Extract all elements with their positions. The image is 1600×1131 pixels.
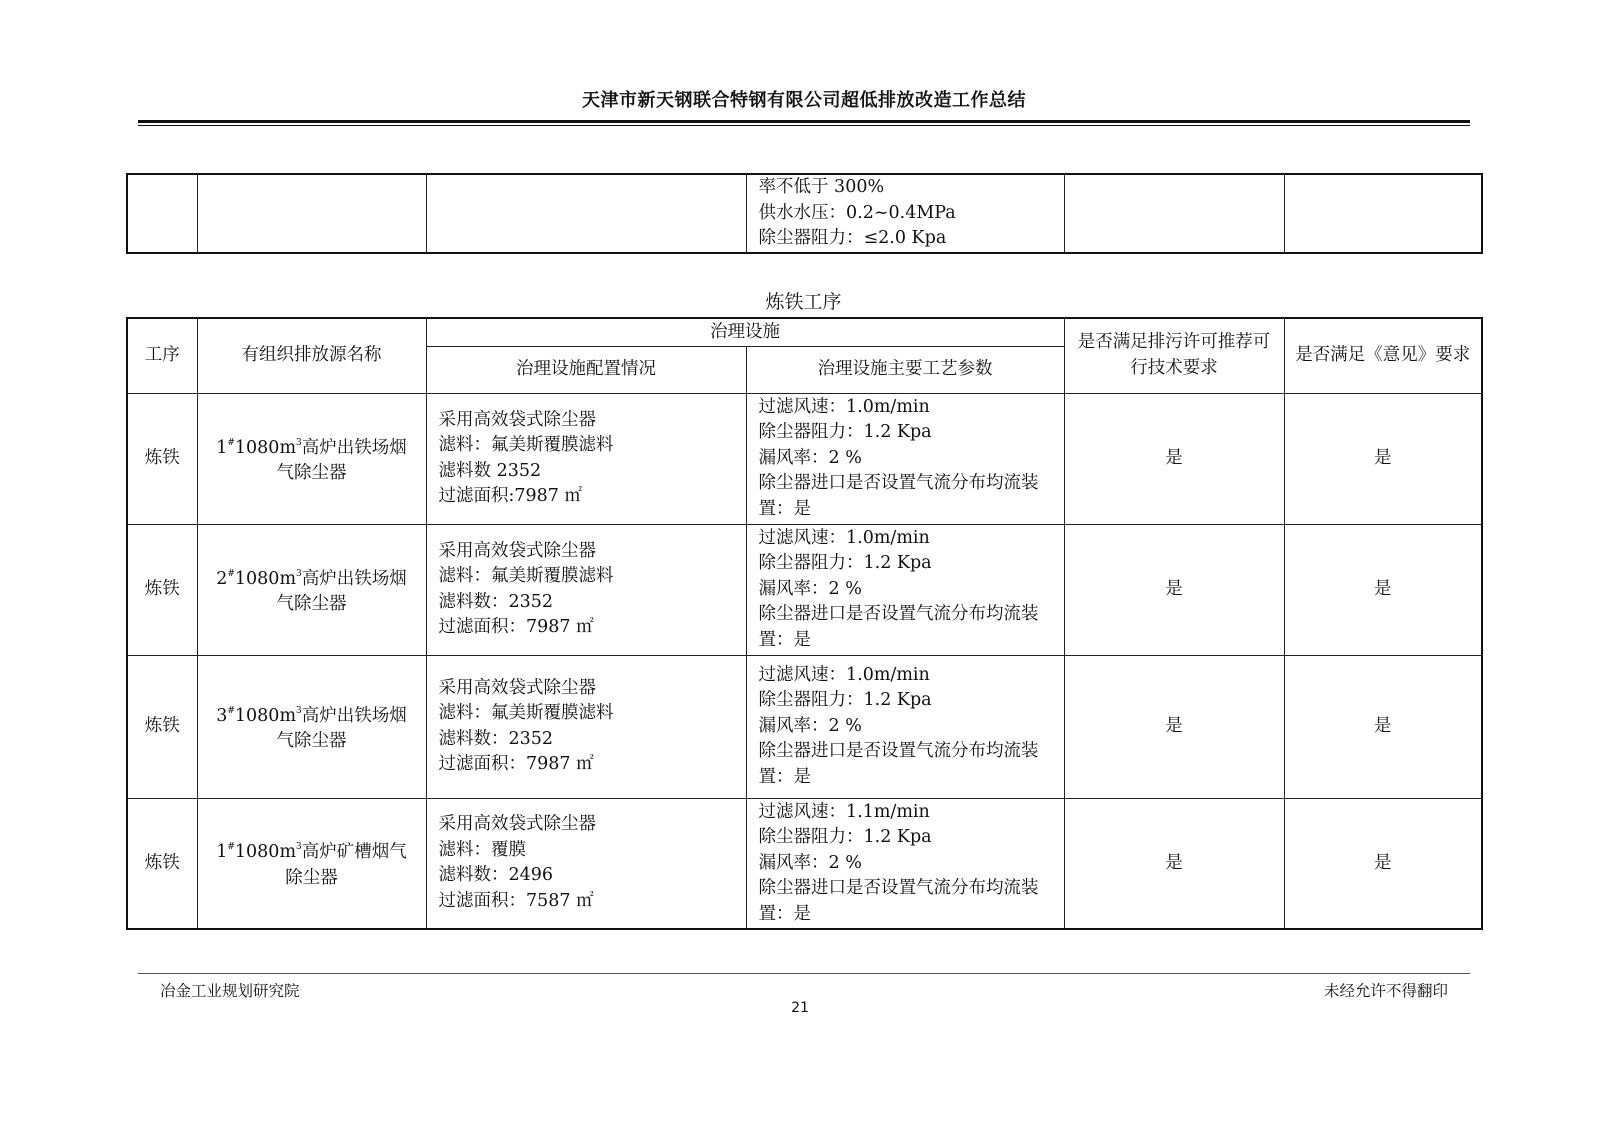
config-cell	[426, 798, 746, 929]
process-cell: 炼铁	[127, 798, 197, 929]
config-line: 采用高效袋式除尘器	[438, 409, 596, 430]
table-row	[127, 798, 1482, 929]
permit-cell: 是	[1064, 393, 1284, 524]
config-line: 滤料：覆膜	[438, 839, 526, 860]
config-line: 过滤面积：7987 ㎡	[438, 617, 594, 637]
source-name-cell	[197, 524, 426, 655]
param-line: 率不低于 300%	[758, 177, 885, 198]
param-line: 漏风率：2 %	[758, 578, 862, 599]
table-row	[127, 655, 1482, 798]
name-part: 1	[216, 842, 228, 863]
permit-cell: 是	[1064, 524, 1284, 655]
name-part: 1080m	[234, 568, 297, 589]
page-number: 21	[791, 1000, 809, 1016]
source-name-cell	[197, 655, 426, 798]
name-sup: #	[227, 437, 235, 448]
name-part: 1080m	[234, 842, 297, 863]
config-line: 滤料数：2352	[438, 591, 554, 612]
header-permit: 是否满足排污许可推荐可行技术要求	[1064, 318, 1284, 393]
params-cell	[746, 524, 1064, 655]
opinion-cell: 是	[1284, 655, 1482, 798]
param-line: 供水水压：0.2~0.4MPa	[758, 202, 956, 223]
cell-empty	[127, 174, 197, 253]
opinion-cell: 是	[1284, 798, 1482, 929]
footer-institute: 冶金工业规划研究院	[160, 982, 300, 1000]
config-line: 采用高效袋式除尘器	[438, 677, 596, 698]
name-sup: #	[227, 705, 235, 716]
name-sup: 3	[296, 568, 302, 579]
config-cell	[426, 655, 746, 798]
table-header-row	[127, 318, 1482, 346]
config-line: 滤料数：2496	[438, 865, 554, 886]
page-header-title: 天津市新天钢联合特钢有限公司超低排放改造工作总结	[582, 90, 1026, 111]
params-cell	[746, 798, 1064, 929]
name-part: 高炉出铁场烟气除尘器	[276, 437, 407, 483]
header-rule-thin	[138, 125, 1470, 126]
ironmaking-table	[126, 317, 1483, 930]
config-line: 滤料数 2352	[438, 460, 542, 481]
name-part: 2	[216, 568, 228, 589]
param-line: 除尘器阻力：≤2.0 Kpa	[758, 228, 947, 249]
name-sup: 3	[296, 437, 302, 448]
param-line: 过滤风速：1.0m/min	[758, 396, 930, 417]
param-line: 除尘器进口是否设置气流分布均流装置：是	[758, 878, 1039, 924]
process-cell: 炼铁	[127, 524, 197, 655]
name-part: 高炉出铁场烟气除尘器	[276, 705, 407, 751]
config-line: 采用高效袋式除尘器	[438, 814, 596, 835]
table-row	[127, 524, 1482, 655]
param-line: 除尘器阻力：1.2 Kpa	[758, 422, 932, 443]
param-line: 过滤风速：1.0m/min	[758, 664, 930, 685]
config-line: 过滤面积：7587 ㎡	[438, 890, 594, 911]
opinion-cell: 是	[1284, 524, 1482, 655]
param-line: 除尘器进口是否设置气流分布均流装置：是	[758, 604, 1039, 650]
process-cell: 炼铁	[127, 393, 197, 524]
name-sup: #	[227, 568, 235, 579]
config-line: 滤料：氟美斯覆膜滤料	[438, 435, 614, 455]
param-line: 除尘器进口是否设置气流分布均流装置：是	[758, 473, 1039, 519]
cell-empty	[426, 174, 746, 253]
table-row	[127, 393, 1482, 524]
name-part: 高炉矿槽烟气除尘器	[285, 842, 407, 888]
name-sup: 3	[296, 842, 302, 853]
header-config: 治理设施配置情况	[426, 346, 746, 393]
config-cell	[426, 393, 746, 524]
header-source: 有组织排放源名称	[197, 318, 426, 393]
name-part: 1080m	[234, 437, 297, 458]
config-line: 过滤面积：7987 ㎡	[438, 754, 594, 774]
continuation-table	[126, 173, 1483, 254]
param-line: 漏风率：2 %	[758, 715, 862, 736]
section-title: 炼铁工序	[765, 291, 842, 313]
config-cell	[426, 524, 746, 655]
continuation-row	[127, 174, 1482, 253]
param-line: 除尘器阻力：1.2 Kpa	[758, 553, 932, 574]
cell-empty	[1064, 174, 1284, 253]
process-cell: 炼铁	[127, 655, 197, 798]
name-part: 3	[216, 705, 228, 726]
cell-empty	[1284, 174, 1482, 253]
name-sup: 3	[296, 705, 302, 716]
param-line: 过滤风速：1.1m/min	[758, 801, 930, 822]
cell-empty	[197, 174, 426, 253]
permit-cell: 是	[1064, 655, 1284, 798]
param-line: 除尘器进口是否设置气流分布均流装置：是	[758, 741, 1039, 787]
param-line: 除尘器阻力：1.2 Kpa	[758, 690, 932, 711]
param-line: 漏风率：2 %	[758, 852, 862, 873]
name-part: 1080m	[234, 705, 297, 726]
permit-cell: 是	[1064, 798, 1284, 929]
params-cell	[746, 655, 1064, 798]
footer-copyright-notice: 未经允许不得翻印	[1323, 982, 1448, 1000]
header-process: 工序	[127, 318, 197, 393]
header-params: 治理设施主要工艺参数	[746, 346, 1064, 393]
config-line: 滤料：氟美斯覆膜滤料	[438, 703, 614, 723]
config-line: 过滤面积:7987 ㎡	[438, 486, 582, 506]
header-opinion: 是否满足《意见》要求	[1284, 318, 1482, 393]
continuation-params-cell	[746, 174, 1064, 253]
name-part: 高炉出铁场烟气除尘器	[276, 568, 407, 614]
header-rule-thick	[138, 120, 1470, 123]
name-sup: #	[227, 842, 235, 853]
opinion-cell: 是	[1284, 393, 1482, 524]
config-line: 滤料数：2352	[438, 728, 554, 749]
param-line: 过滤风速：1.0m/min	[758, 527, 930, 548]
source-name-cell	[197, 393, 426, 524]
config-line: 采用高效袋式除尘器	[438, 540, 596, 561]
config-line: 滤料：氟美斯覆膜滤料	[438, 566, 614, 586]
header-facility: 治理设施	[426, 318, 1064, 346]
param-line: 除尘器阻力：1.2 Kpa	[758, 827, 932, 847]
params-cell	[746, 393, 1064, 524]
param-line: 漏风率：2 %	[758, 447, 862, 468]
footer-rule	[138, 973, 1470, 974]
name-part: 1	[216, 437, 228, 458]
source-name-cell	[197, 798, 426, 929]
